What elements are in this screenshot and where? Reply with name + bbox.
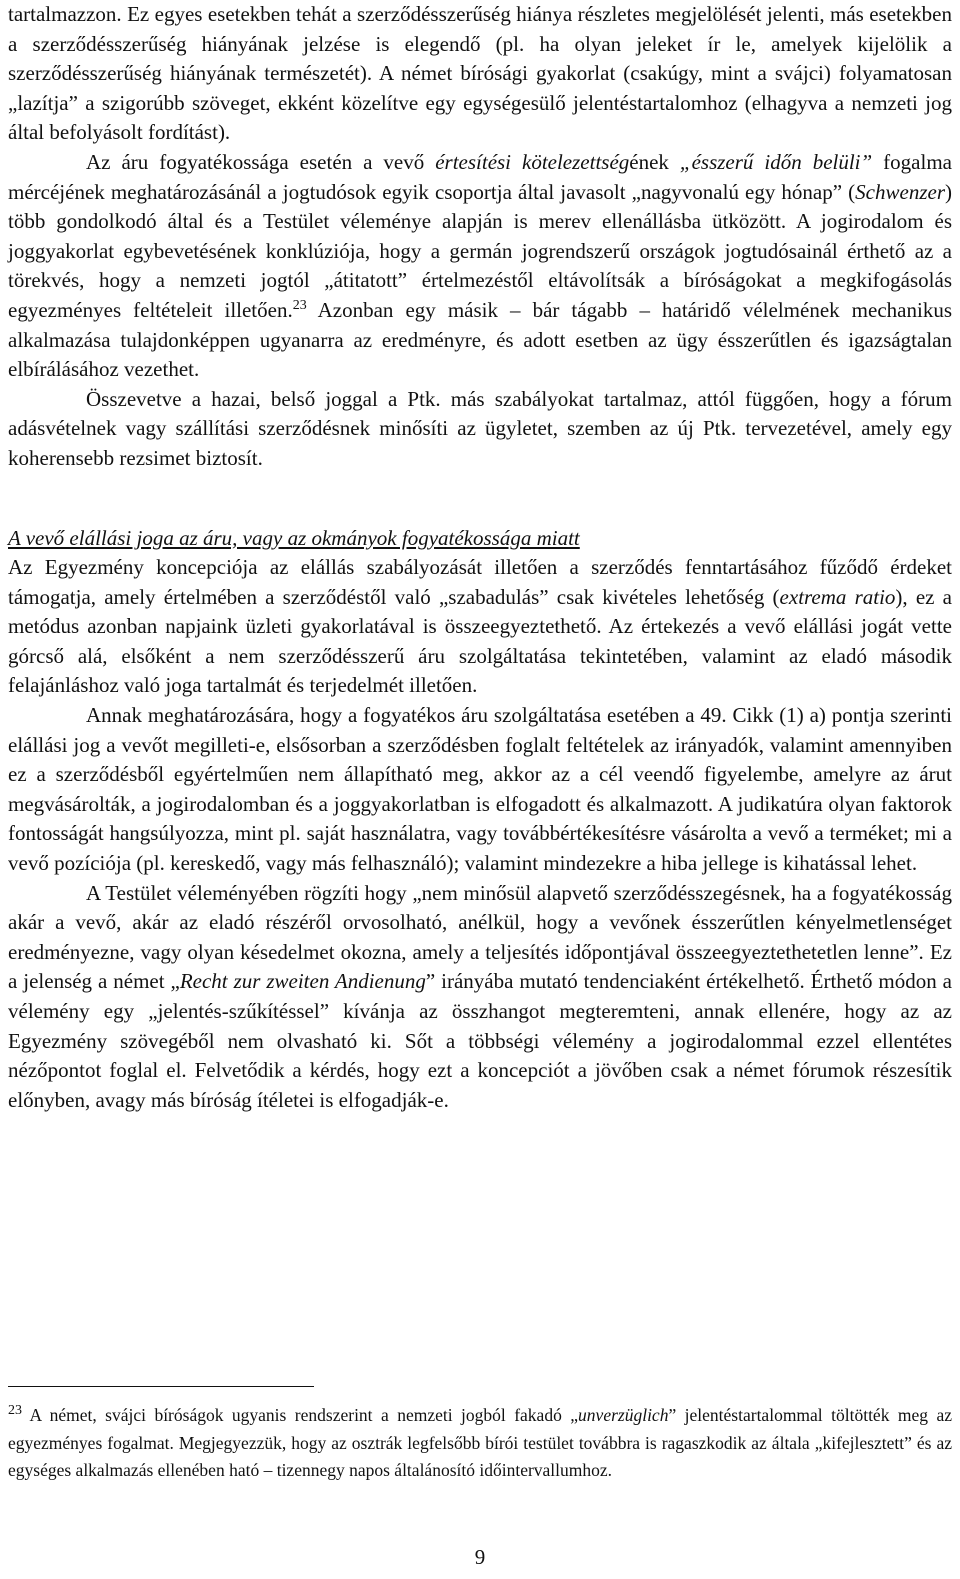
italic-term: Schwenzer <box>855 179 945 204</box>
italic-term: értesítési kötelezettség <box>435 149 630 174</box>
text-run: Azonban egy másik – bár tágabb – határidő vélelmének mechanikus alkalmazása tulajdonképpen ugyanarra az eredményre, és adott esetben az ügy ésszerűtlen és igazságtalan elbírálásához vezethet. <box>8 297 952 382</box>
footnote-divider <box>8 1386 314 1387</box>
paragraph-3 <box>8 385 952 474</box>
footnote-reference[interactable]: 23 <box>292 297 307 313</box>
text-run: Az Egyezmény koncepciója az elállás szabályozását illetően a szerződés fenntartásához fűződő érdeket támogatja, amely értelmében a szerződéstől való „szabadulás” csak kivételes lehetőség ( <box>8 555 952 609</box>
paragraph-2 <box>8 148 952 385</box>
text-run: Az áru fogyatékossága esetén a vevő <box>86 149 436 174</box>
section-spacer <box>8 474 952 524</box>
text-run: ), ez a metódus azonban napjaink üzleti gyakorlatával is összeegyeztethető. Az értekezés a vevő elállási jogát vette górcső alá, elsőként a nem szerződésszerű áru szolgáltatása tekintetében, valamint az eladó második felajánláshoz való joga tartalmát és terjedelmét illetően. <box>8 584 952 698</box>
document-page <box>8 0 952 1115</box>
text-run: A német, svájci bíróságok ugyanis rendszerint a nemzeti jogból fakadó „ <box>22 1405 579 1425</box>
text-run: fogalma mércéjének meghatározásánál a jogtudósok egyik csoportja által javasolt „nagyvonalú egy hónap” ( <box>8 149 952 204</box>
paragraph-1-text: tartalmazzon. Ez egyes esetekben tehát a szerződésszerűség hiánya részletes megjelölését jelenti, más esetekben a szerződésszerűség hiányának jelzése is elegendő (pl. ha olyan jeleket ír le, amelyek kijelölik a szerződésszerűség hiányának természetét). A német bírósági gyakorlat (csakúgy, mint a svájci) folyamatosan „lazítja” a szigorúbb szöveget, ekként közelítve egy egységesülő jelentéstartalomhoz (elhagyva a nemzeti jog által befolyásolt fordítást). <box>8 2 952 145</box>
paragraph-5-text: Annak meghatározására, hogy a fogyatékos áru szolgáltatása esetében a 49. Cikk (1) a) pontja szerinti elállási jog a vevőt megilleti-e, elsősorban a szerződésben foglalt feltételek az irányadók, valamint amennyiben ez a szerződésből egyértelműen nem állapítható meg, akkor az a cél veendő figyelembe, amelyre az árut megvásárolták, a jogirodalomban és a joggyakorlatban is elfogadott és alkalmazott. A judikatúra olyan faktorok fontosságát hangsúlyozza, mint pl. saját használatra, vagy továbbértékesítésre vásárolta a vevő a terméket; mi a vevő pozíciója (pl. kereskedő, vagy más felhasználó); valamint mindezekre a hiba jellege is kihatással lehet. <box>8 703 952 876</box>
footnote-number: 23 <box>8 1403 22 1419</box>
text-run: ” jelentéstartalommal töltötték meg az egyezményes fogalmat. Megjegyezzük, hogy az osztrák legfelsőbb bírói testület továbbra is ragaszkodik az általa „kifejlesztett” és az egységes alkalmazás ellenében ható – tizennegy napos általánosító időintervallumhoz. <box>8 1405 953 1480</box>
text-run: ” irányába mutató tendenciaként értékelhető. Érthető módon a vélemény egy „jelentés-szűkítéssel” kívánja az összhangot megteremteni, annak ellenére, hogy az az Egyezmény szövegéből nem olvasható ki. Sőt a többségi vélemény a jogirodalommal ezzel ellentétes nézőpontot foglal el. Felvetődik a kérdés, hogy ezt a koncepciót a jövőben csak a német fórumok részesítik előnyben, avagy más bíróság ítéletei is elfogadják-e. <box>8 969 952 1112</box>
text-run: ének <box>629 149 680 174</box>
paragraph-4 <box>8 553 952 701</box>
italic-term: extrema ratio <box>779 584 896 609</box>
italic-term: „ésszerű időn belüli” <box>679 149 873 174</box>
paragraph-6 <box>8 879 952 1116</box>
italic-term: Recht zur zweiten Andienung <box>179 969 426 994</box>
text-run: ) több gondolkodó által és a Testület véleménye alapján is merev ellenállásba ütközött. A jogirodalom és joggyakorlat egybevetésének konklúziója, hogy a germán jogrendszerű országok jogtudósainál érthető az a törekvés, hogy a nemzeti jogtól „átitatott” értelmezéstől eltávolítsák a bíróságokat a megkifogásolás egyezményes feltételeit illetően. <box>8 179 952 322</box>
paragraph-1 <box>8 0 952 148</box>
text-run: A Testület véleményében rögzíti hogy „nem minősül alapvető szerződésszegésnek, ha a fogyatékosság akár a vevő, akár az eladó részéről orvosolható, anélkül, hogy a vevőnek ésszerűtlen kényelmetlenséget eredményezne, vagy olyan késedelmet okozna, amely a teljesítés időpontjával összeegyeztethetetlen lenne”. Ez a jelenség a német „ <box>8 880 952 994</box>
italic-term: unverzüglich <box>578 1405 669 1425</box>
paragraph-3-text: Összevetve a hazai, belső joggal a Ptk. más szabályokat tartalmaz, attól függően, hogy a fórum adásvételnek vagy szállítási szerződésnek minősíti az ügyletet, szemben az új Ptk. tervezetével, amely egy koherensebb rezsimet biztosít. <box>8 386 952 470</box>
page-number: 9 <box>474 1545 486 1569</box>
paragraph-5 <box>8 701 952 879</box>
section-heading: A vevő elállási joga az áru, vagy az okmányok fogyatékossága miatt <box>8 525 580 550</box>
footnote <box>8 1402 952 1485</box>
